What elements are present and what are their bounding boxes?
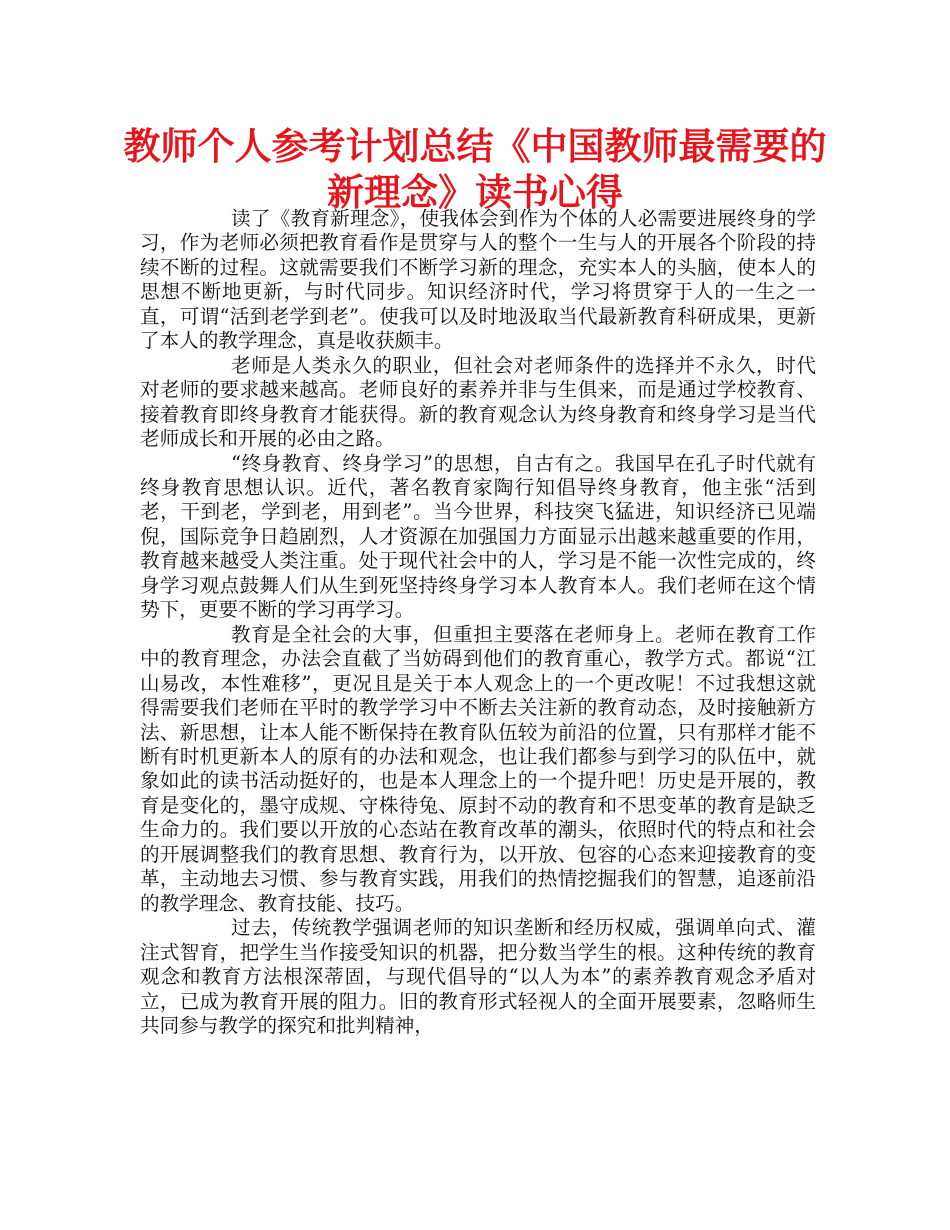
paragraph: “终身教育、终身学习”的思想，自古有之。我国早在孔子时代就有终身教育思想认识。近代，著名教育家陶行知倡导终身教育，他主张“活到老，干到老，学到老，用到老”。当今世界，科技突飞猛进，知识经济已见端倪，国际竞争日趋剧烈，人才资源在加强国力方面显示出越来越重要的作用，教育越来越受人类注重。处于现代社会中的人，学习是不能一次性完成的，终身学习观点鼓舞人们从生到死坚持终身学习本人教育本人。我们老师在这个情势下，更要不断的学习再学习。	[140, 451, 816, 622]
paragraph: 过去，传统教学强调老师的知识垄断和经历权威，强调单向式、灌注式智育，把学生当作接受知识的机器，把分数当学生的根。这种传统的教育观念和教育方法根深蒂固，与现代倡导的“以人为本”的素养教育观念矛盾对立，已成为教育开展的阻力。旧的教育形式轻视人的全面开展要素，忽略师生共同参与教学的探究和批判精神，	[140, 916, 816, 1037]
paragraph: 读了《教育新理念》，使我体会到作为个体的人必需要进展终身的学习，作为老师必须把教育看作是贯穿与人的整个一生与人的开展各个阶段的持续不断的过程。这就需要我们不断学习新的理念，充实本人的头脑，使本人的思想不断地更新，与时代同步。知识经济时代，学习将贯穿于人的一生之一直，可谓“活到老学到老”。使我可以及时地汲取当代最新教育科研成果，更新了本人的教学理念，真是收获颇丰。	[140, 207, 816, 353]
paragraph: 教育是全社会的大事，但重担主要落在老师身上。老师在教育工作中的教育理念，办法会直截了当妨碍到他们的教育重心，教学方式。都说“江山易改，本性难移”，更况且是关于本人观念上的一个更改呢！不过我想这就得需要我们老师在平时的教学学习中不断去关注新的教育动态，及时接触新方法、新思想，让本人能不断保持在教育队伍较为前沿的位置，只有那样才能不断有时机更新本人的原有的办法和观念，也让我们都参与到学习的队伍中，就象如此的读书活动挺好的，也是本人理念上的一个提升吧！历史是开展的，教育是变化的，墨守成规、守株待兔、原封不动的教育和不思变革的教育是缺乏生命力的。我们要以开放的心态站在教育改革的潮头，依照时代的特点和社会的开展调整我们的教育思想、教育行为，以开放、包容的心态来迎接教育的变革，主动地去习惯、参与教育实践，用我们的热情挖掘我们的智慧，追逐前沿的教学理念、教育技能、技巧。	[140, 622, 816, 915]
document-body	[140, 207, 816, 1038]
document-title: 教师个人参考计划总结《中国教师最需要的新理念》读书心得	[123, 125, 827, 214]
paragraph: 老师是人类永久的职业，但社会对老师条件的选择并不永久，时代对老师的要求越来越高。老师良好的素养并非与生俱来，而是通过学校教育、接着教育即终身教育才能获得。新的教育观念认为终身教育和终身学习是当代老师成长和开展的必由之路。	[140, 353, 816, 451]
